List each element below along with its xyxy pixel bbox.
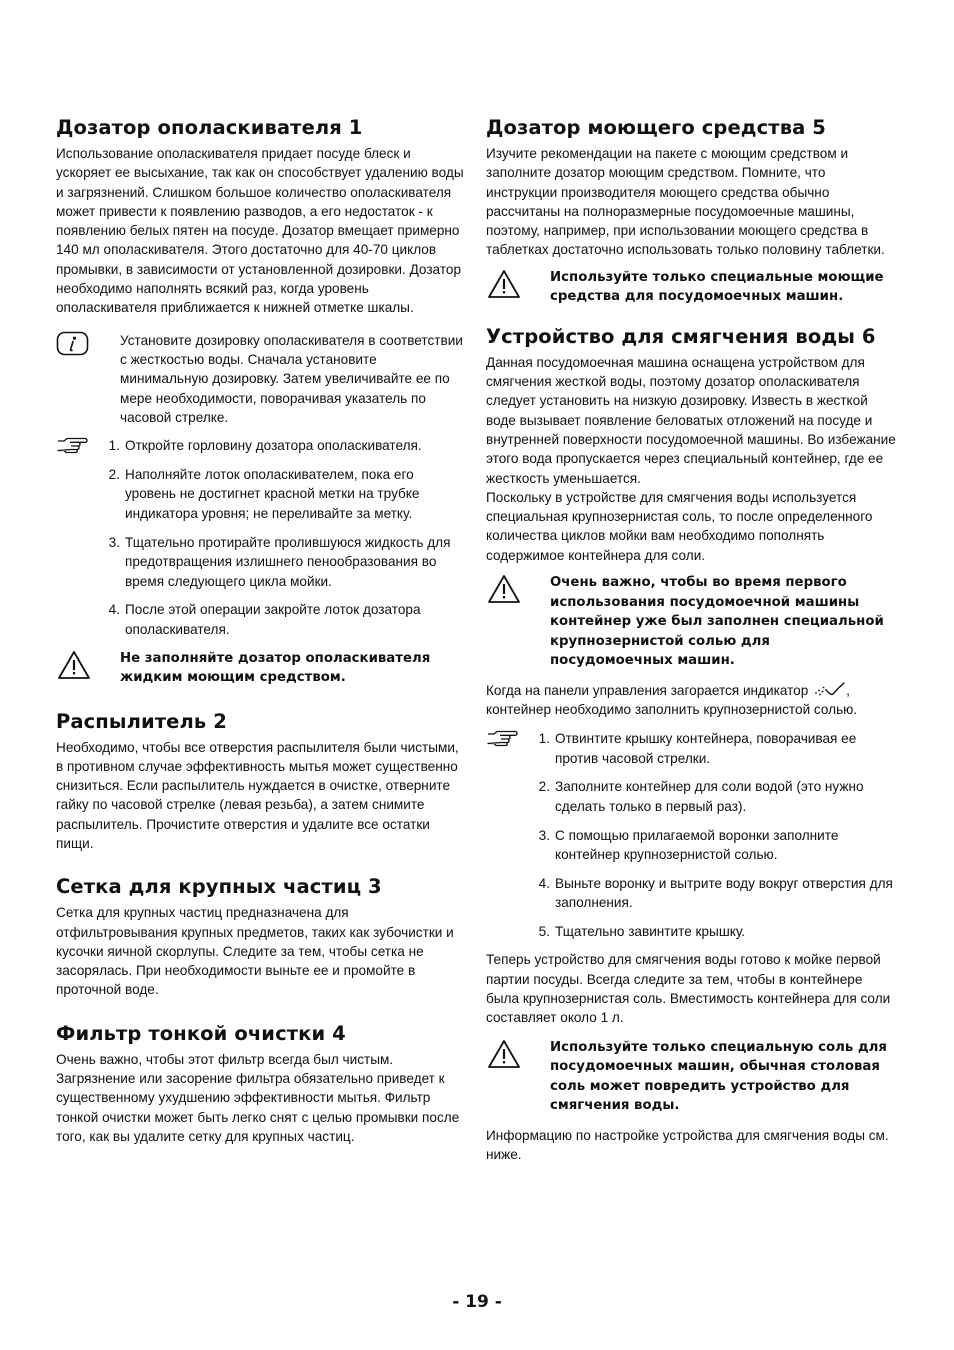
warning-icon — [486, 268, 550, 300]
list-item: 4. После этой операции закройте лоток дозатора ополаскивателя. — [108, 602, 421, 637]
softener-ready-text: Теперь устройство для смягчения воды готово к мойке первой партии посуды. Всегда следите за тем, чтобы в контейнере была крупнозернистая соль. Вместимость контейнера для соли составляет около 1 л. — [486, 952, 891, 1026]
softener-info-text: Информацию по настройке устройства для смягчения воды см. ниже. — [486, 1127, 889, 1162]
list-item: 5. Тщательно завинтите крышку. — [538, 923, 746, 939]
softener-body-2: Поскольку в устройстве для смягчения воды используется специальная крупнозернистая соль, то после определенного количества циклов мойки вам необходимо пополнять содержимое контейнера для соли. — [486, 489, 873, 563]
pointing-hand-icon — [56, 436, 98, 456]
coarse-filter-body: Сетка для крупных частиц предназначена для отфильтровывания крупных предметов, таких как зубочистки и кусочки яичной скорлупы. Следите за тем, чтобы сетка не засорялась. При необходимости выньте ее и промойте в проточной воде. — [56, 905, 454, 998]
list-item: 1. Откройте горловину дозатора ополаскивателя. — [56, 436, 468, 456]
warning-note — [486, 573, 896, 671]
spray-arm-body: Необходимо, чтобы все отверстия распылителя были чистыми, в противном случае эффективность мытья может существенно снизиться. Если распылитель нуждается в очистке, отверните гайку по часовой стрелке (левая резьба), а затем снимите распылитель. Прочистите отверстия и удалите все остатки пищи. — [56, 739, 459, 851]
rinse-aid-body: Использование ополаскивателя придает посуде блеск и ускоряет ее высыхание, так как он способствует удалению воды и загрязнений. Слишком большое количество ополаскивателя может привести к появлению разводов, а его недостаток - к появлению белых пятен на посуде. Дозатор вмещает примерно 140 мл ополаскивателя. Этого достаточно для 40-70 циклов промывки, в зависимости от установленной дозировки. Дозатор необходимо наполнять всякий раз, когда уровень ополаскивателя приближается к нижней отметке шкалы. — [56, 146, 464, 316]
softener-body-1: Данная посудомоечная машина оснащена устройством для смягчения жесткой воды, поэтому дозатор ополаскивателя следует установить на низкую дозировку. Известь в жесткой воде вызывает появление беловатых отложений на посуде и внутренней поверхности посудомоечной машины. Во избежание этого вода пропускается через специальный контейнер, где ее жесткость уменьшается. — [486, 354, 896, 486]
pointing-hand-icon — [486, 729, 528, 768]
info-note-text: Установите дозировку ополаскивателя в соответствии с жесткостью воды. Сначала установите минимальную дозировку. Затем увеличивайте ее по мере необходимости, поворачивая указатель по часовой стрелке. — [120, 332, 463, 425]
warning-text: Используйте только специальную соль для посудомоечных машин, обычная столовая соль может повредить устройство для смягчения воды. — [550, 1039, 887, 1114]
warning-text: Используйте только специальные моющие средства для посудомоечных машин. — [550, 269, 884, 305]
warning-icon — [486, 573, 550, 605]
fine-filter-title: Фильтр тонкой очистки 4 — [56, 1021, 346, 1045]
warning-text: Очень важно, чтобы во время первого использования посудомоечной машины контейнер уже был заполнен специальной крупнозернистой солью для посудомоечных машин. — [550, 575, 884, 669]
warning-icon — [486, 1038, 550, 1070]
salt-indicator-icon — [812, 681, 846, 697]
softener-title: Устройство для смягчения воды 6 — [486, 324, 876, 348]
salt-indicator-text: Когда на панели управления загорается индикатор , контейнер необходимо заполнить крупнозернистой солью. — [486, 682, 858, 717]
left-column — [56, 116, 468, 1146]
list-item: 3. Тщательно протирайте пролившуюся жидкость для предотвращения излишнего пенообразования во время следующего цикла мойки. — [108, 534, 451, 589]
coarse-filter-title: Сетка для крупных частиц 3 — [56, 875, 382, 899]
detergent-title: Дозатор моющего средства 5 — [486, 116, 826, 139]
list-item: 2. Заполните контейнер для соли водой (это нужно сделать только в первый раз). — [538, 779, 864, 814]
warning-note — [486, 268, 896, 307]
list-item: 4. Выньте воронку и вытрите воду вокруг отверстия для заполнения. — [538, 875, 893, 911]
salt-steps — [486, 729, 896, 941]
detergent-body: Изучите рекомендации на пакете с моющим средством и заполните дозатор моющим средством. Помните, что инструкции производителя моющего средства обычно рассчитаны на полноразмерные посудомоечные машины, поэтому, например, при использовании моющего средства в таблетках достаточно использовать только половину таблетки. — [486, 146, 885, 258]
warning-note — [486, 1038, 896, 1116]
list-item: 1. Отвинтите крышку контейнера, поворачивая ее против часовой стрелки. — [486, 729, 896, 768]
right-column — [486, 116, 896, 1164]
rinse-aid-title: Дозатор ополаскивателя 1 — [56, 116, 363, 139]
rinse-aid-steps — [56, 436, 468, 639]
warning-text: Не заполняйте дозатор ополаскивателя жидким моющим средством. — [120, 650, 431, 685]
spray-arm-title: Распылитель 2 — [56, 709, 227, 733]
list-item: 2. Наполняйте лоток ополаскивателем, пока его уровень не достигнет красной метки на трубке индикатора уровня; не переливайте за метку. — [108, 466, 420, 521]
fine-filter-body: Очень важно, чтобы этот фильтр всегда был чистым. Загрязнение или засорение фильтра обязательно приведет к существенному ухудшению эффективности мытья. Фильтр тонкой очистки может быть легко снят с целью промывки после того, как вы удалите сетку для крупных частиц. — [56, 1051, 460, 1144]
info-icon — [56, 331, 120, 357]
warning-icon — [56, 649, 120, 681]
page-number: - 19 - — [452, 1292, 502, 1312]
info-note — [56, 331, 468, 427]
warning-note — [56, 649, 468, 688]
list-item: 3. С помощью прилагаемой воронки заполните контейнер крупнозернистой солью. — [538, 827, 839, 863]
